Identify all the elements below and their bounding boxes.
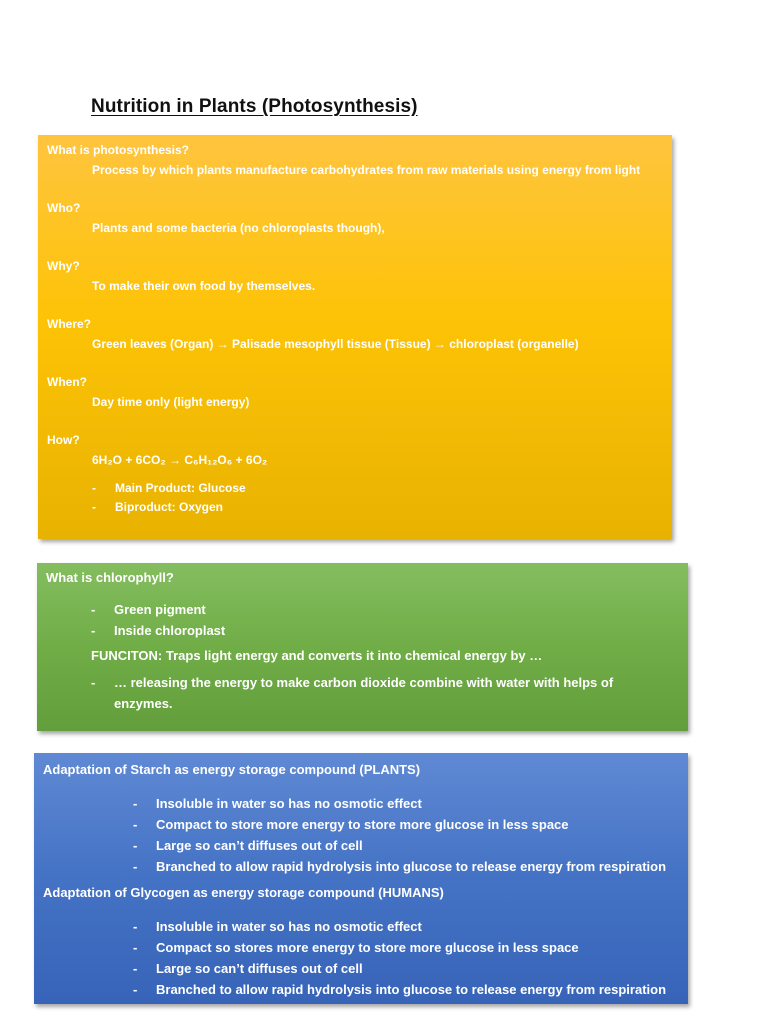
question-how: How? [47, 433, 80, 447]
starch-heading: Adaptation of Starch as energy storage compound (PLANTS) [43, 762, 421, 777]
list-item: - Large so can’t diffuses out of cell [156, 837, 688, 858]
glycogen-list [34, 918, 688, 1002]
list-item: - Branched to allow rapid hydrolysis into glucose to release energy from respiration [156, 981, 688, 1002]
list-item: - Insoluble in water so has no osmotic effect [156, 795, 688, 816]
answer-who: Plants and some bacteria (no chloroplasts though), [92, 221, 385, 235]
glycogen-heading: Adaptation of Glycogen as energy storage compound (HUMANS) [43, 885, 444, 900]
chlorophyll-box [37, 563, 688, 731]
starch-list [34, 795, 688, 879]
photosynthesis-equation: 6H₂O + 6CO₂ → C₆H₁₂O₆ + 6O₂ [92, 453, 268, 467]
chlorophyll-function-detail-list [37, 672, 688, 714]
list-item: - Compact so stores more energy to store more glucose in less space [156, 939, 688, 960]
list-item: - Branched to allow rapid hydrolysis into glucose to release energy from respiration [156, 858, 688, 879]
list-item: - Compact to store more energy to store more glucose in less space [156, 816, 688, 837]
question-where: Where? [47, 317, 92, 331]
list-item: - Inside chloroplast [114, 620, 688, 641]
adaptations-box [34, 753, 688, 1004]
photosynthesis-box [38, 135, 672, 539]
question-what: What is photosynthesis? [47, 143, 190, 157]
answer-when: Day time only (light energy) [92, 395, 250, 409]
page-title: Nutrition in Plants (Photosynthesis) [91, 96, 418, 117]
chlorophyll-question: What is chlorophyll? [46, 570, 174, 585]
question-who: Who? [47, 201, 81, 215]
list-item: - Green pigment [114, 599, 688, 620]
list-item: - Large so can’t diffuses out of cell [156, 960, 688, 981]
answer-where: Green leaves (Organ) → Palisade mesophyll tissue (Tissue) → chloroplast (organelle) [92, 337, 579, 351]
question-why: Why? [47, 259, 80, 273]
products-list [38, 481, 672, 519]
list-item: - Insoluble in water so has no osmotic effect [156, 918, 688, 939]
answer-what: Process by which plants manufacture carbohydrates from raw materials using energy from light [92, 163, 641, 177]
chlorophyll-facts [37, 599, 688, 641]
question-when: When? [47, 375, 87, 389]
chlorophyll-function: FUNCITON: Traps light energy and converts it into chemical energy by … [91, 648, 543, 663]
list-item: - Biproduct: Oxygen [115, 500, 672, 519]
answer-why: To make their own food by themselves. [92, 279, 316, 293]
list-item: - … releasing the energy to make carbon dioxide combine with water with helps of enzymes. [114, 672, 688, 714]
list-item: - Main Product: Glucose [115, 481, 672, 500]
